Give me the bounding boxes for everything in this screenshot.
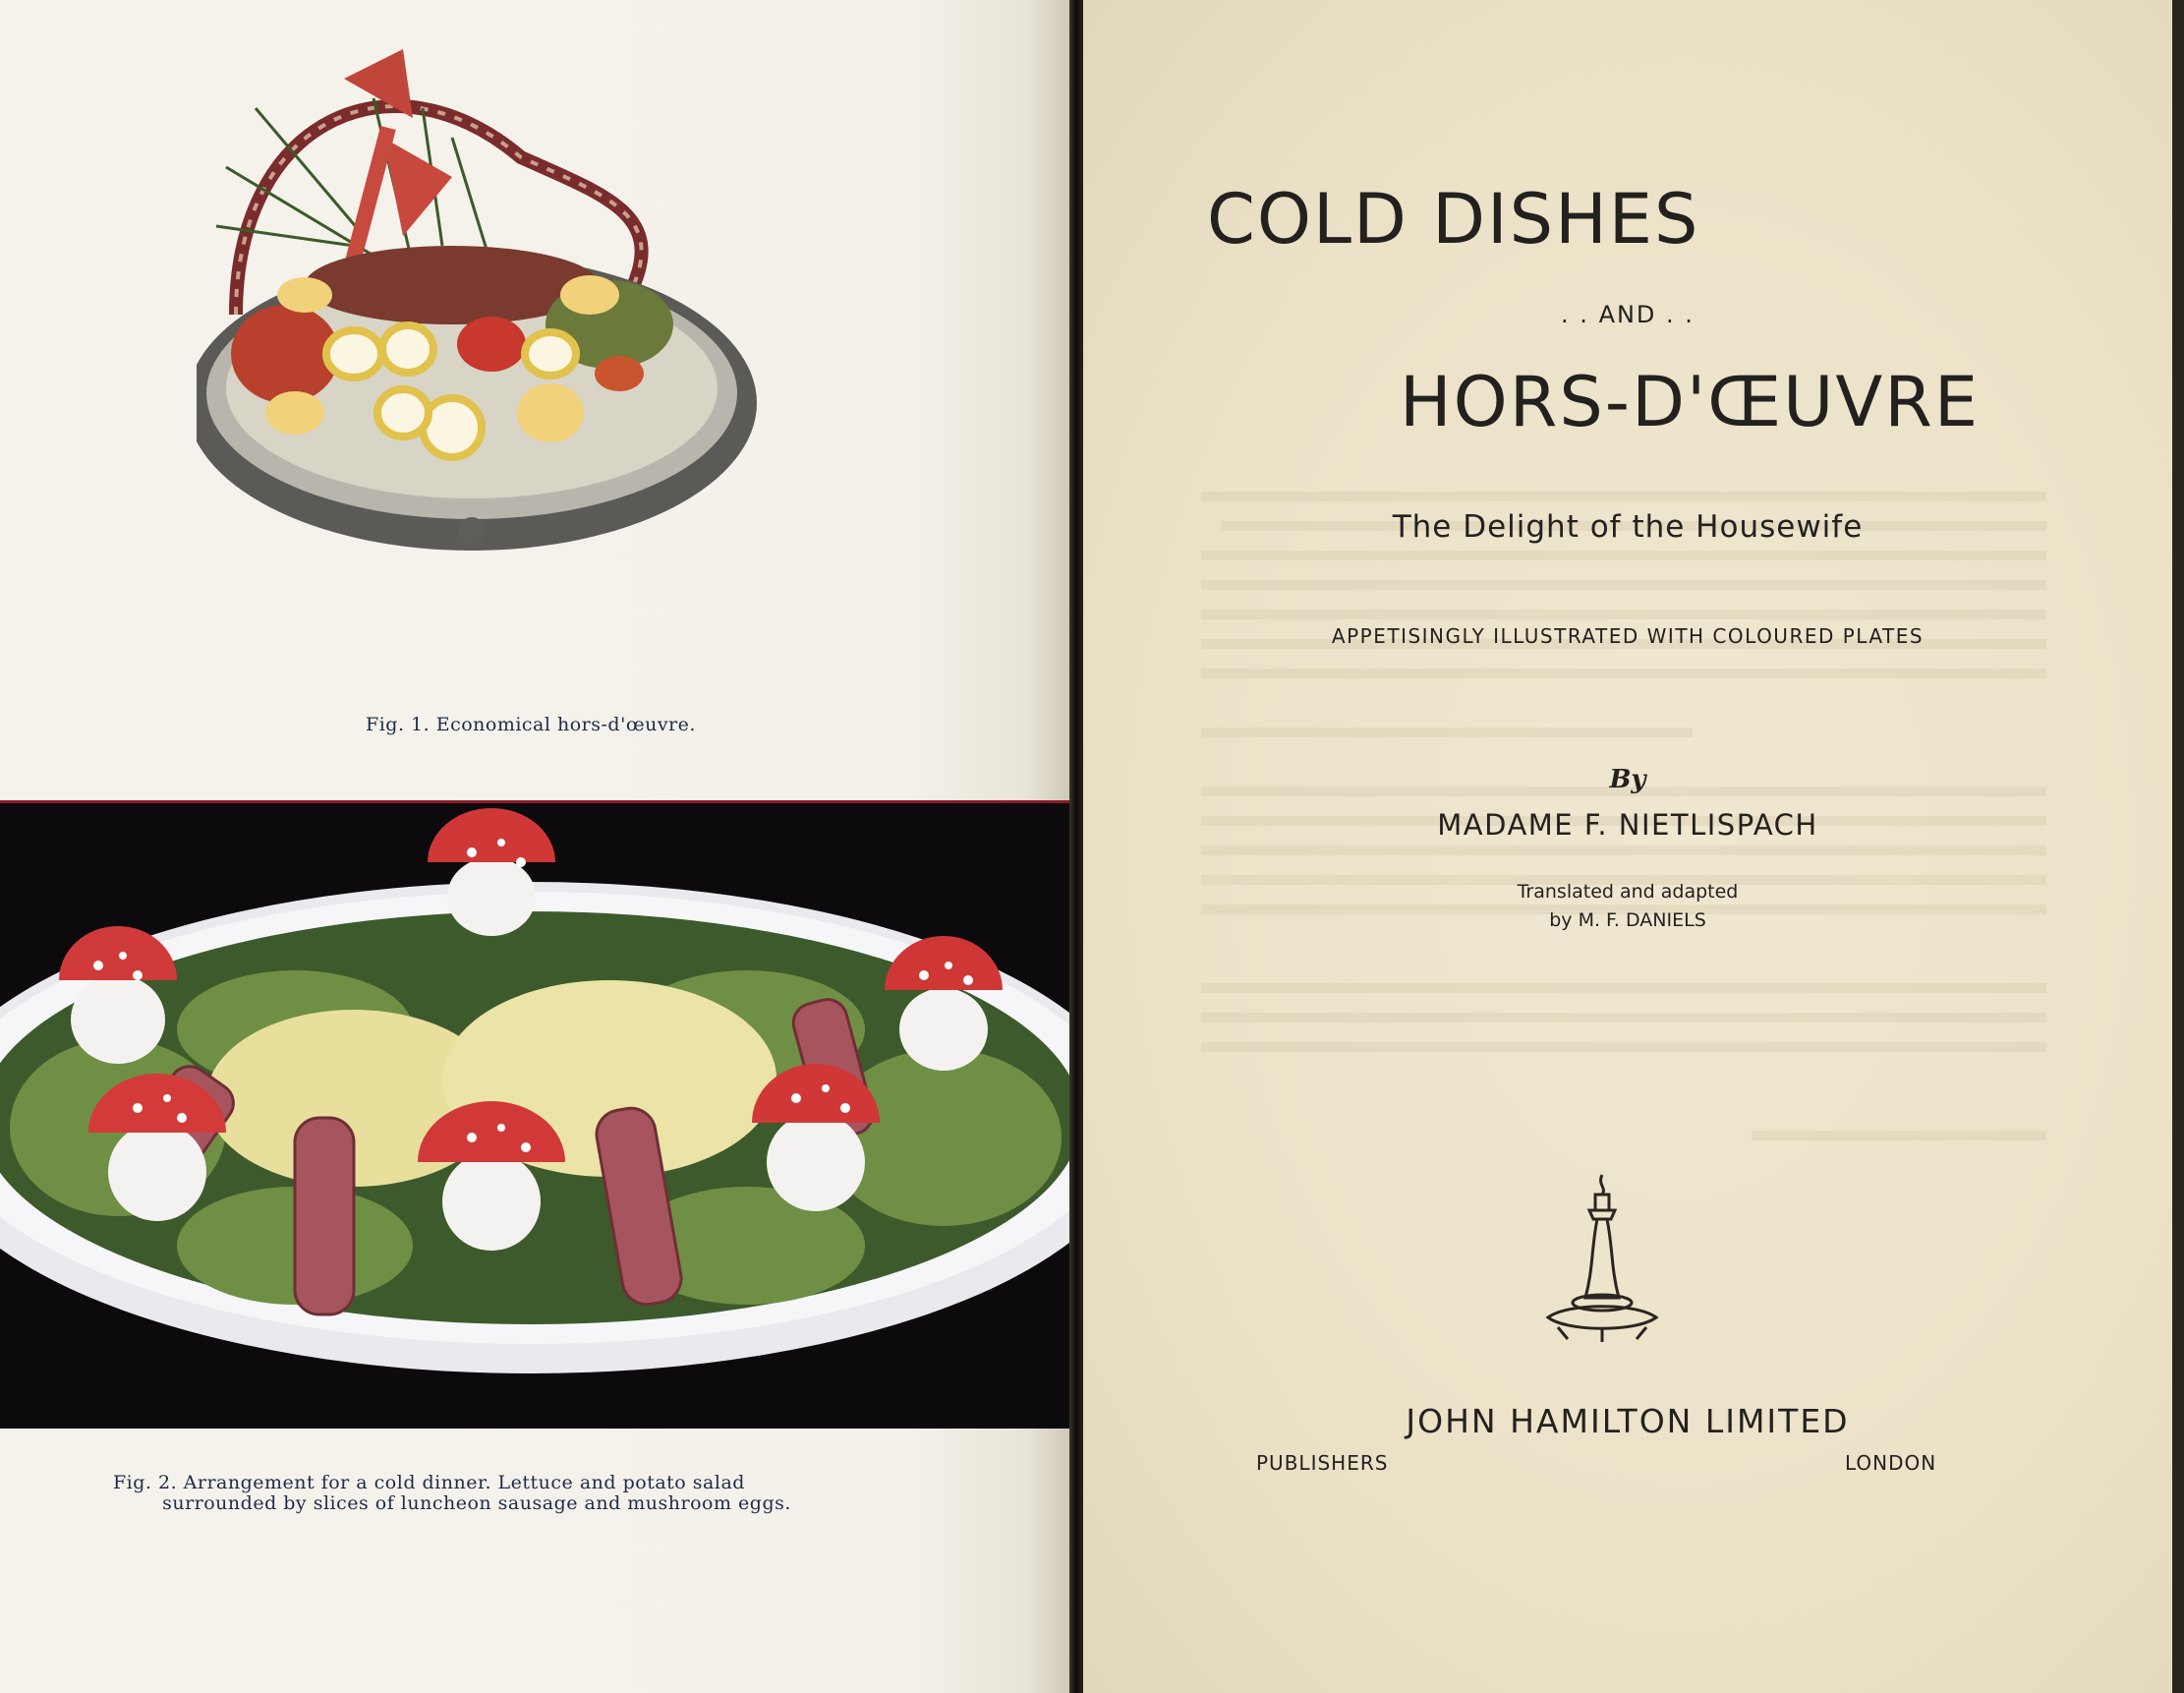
book-gutter [1069, 0, 1083, 1693]
fig1-caption: Fig. 1. Economical hors-d'œuvre. [366, 714, 696, 735]
fig2-photo-band [0, 800, 1069, 1429]
left-page [0, 0, 1069, 1693]
by-word: By [1609, 765, 1646, 794]
translator-line1: Translated and adapted [1517, 881, 1739, 903]
book-edge [2172, 0, 2184, 1693]
author-name: MADAME F. NIETLISPACH [1437, 808, 1818, 842]
fig2-caption [113, 1473, 840, 1514]
fig2-caption-line1: Fig. 2. Arrangement for a cold dinner. Lettuce and potato salad [113, 1472, 745, 1493]
fig1-hors-doeuvre-basket-photo [197, 20, 885, 708]
book-subtitle: The Delight of the Housewife [1392, 509, 1864, 545]
book-title-line1: COLD DISHES [1207, 179, 1700, 260]
fig2-caption-line2: surrounded by slices of luncheon sausage and mushroom eggs. [162, 1492, 791, 1514]
candlestick-emblem-icon [1538, 1170, 1666, 1347]
translator-line2: by M. F. DANIELS [1549, 909, 1706, 931]
title-page [1083, 0, 2172, 1693]
publisher-name: JOHN HAMILTON LIMITED [1406, 1402, 1850, 1440]
publisher-city: LONDON [1845, 1451, 1937, 1475]
publisher-role: PUBLISHERS [1256, 1451, 1389, 1475]
illustration-note: APPETISINGLY ILLUSTRATED WITH COLOURED PLATES [1331, 624, 1925, 648]
book-title-line2: HORS-D'ŒUVRE [1400, 362, 1981, 442]
translator-credit [1083, 878, 2172, 935]
fig2-cold-dinner-platter-photo [0, 803, 1069, 1429]
title-and-word: . . AND . . [1561, 301, 1695, 328]
